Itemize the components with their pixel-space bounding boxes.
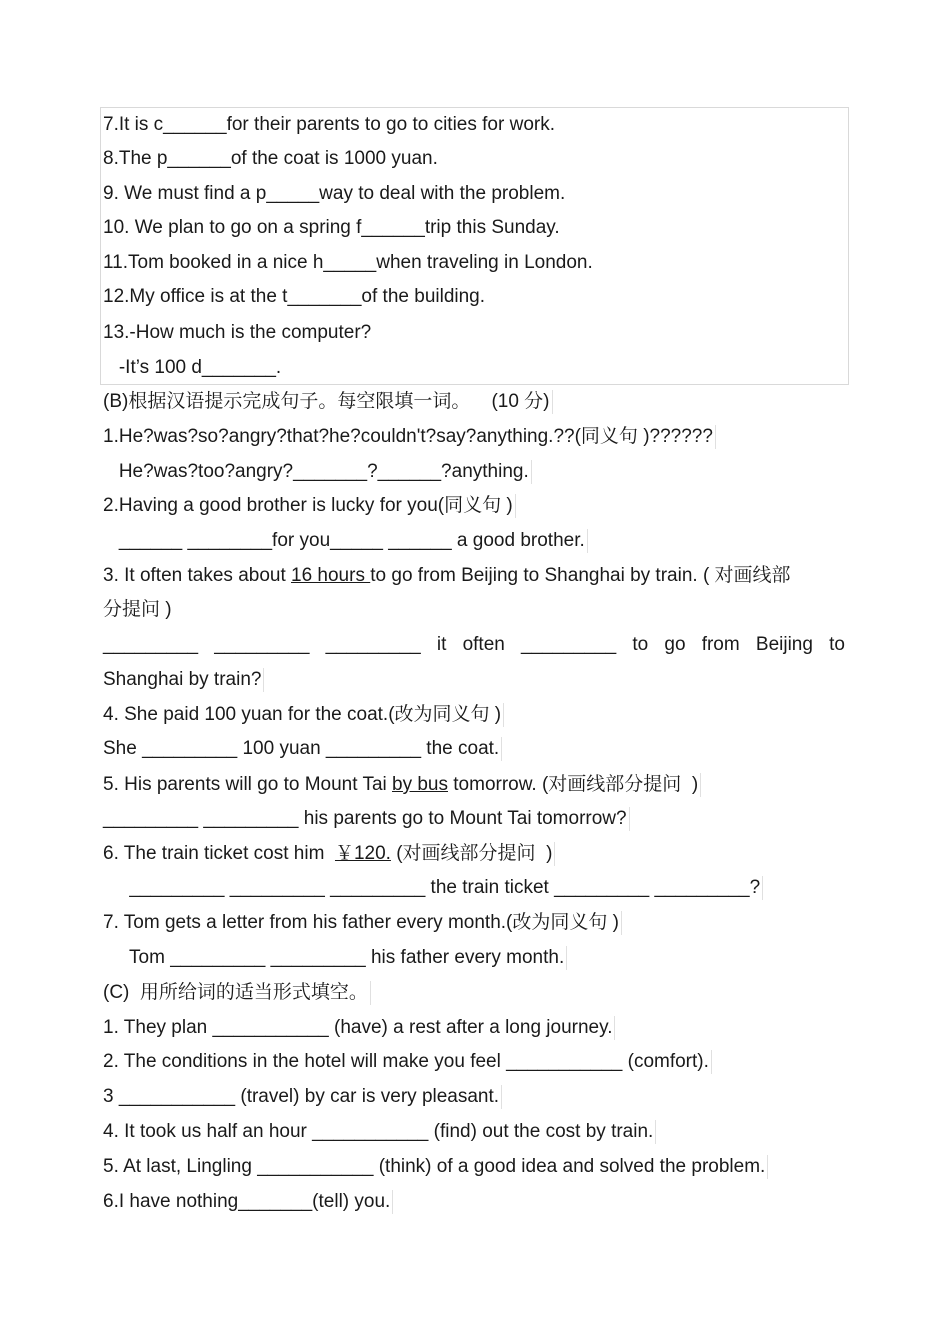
part-b-q5-after: tomorrow. (对画线部分提问 ) bbox=[448, 774, 699, 795]
part-b-q3-answer bbox=[103, 633, 845, 657]
part-b-q3-before: 3. It often takes about bbox=[103, 565, 292, 586]
part-b-q5-underlined: by bus bbox=[392, 774, 448, 795]
part-c-item-3: 3 ___________ (travel) by car is very pleasant. bbox=[103, 1085, 502, 1109]
q3-word: often bbox=[462, 634, 505, 655]
part-a-item-10: 10. We plan to go on a spring f______trip this Sunday. bbox=[103, 217, 560, 238]
part-b-q6 bbox=[103, 842, 555, 866]
part-b-q5-answer: _________ _________ his parents go to Mount Tai tomorrow? bbox=[103, 807, 630, 831]
part-b-q3 bbox=[103, 564, 791, 588]
q3-word: it bbox=[436, 634, 447, 655]
part-b-q4: 4. She paid 100 yuan for the coat.(改为同义句 ) bbox=[103, 703, 504, 727]
part-b-q3-after: to go from Beijing to Shanghai by train. ( 对画线部 bbox=[370, 565, 791, 586]
part-a-item-7: 7.It is c______for their parents to go to cities for work. bbox=[103, 114, 556, 135]
part-b-q7: 7. Tom gets a letter from his father every month.(改为同义句 ) bbox=[103, 911, 622, 935]
q3-word: _________ bbox=[103, 634, 199, 655]
q3-word: to bbox=[632, 634, 649, 655]
part-c-item-2: 2. The conditions in the hotel will make you feel ___________ (comfort). bbox=[103, 1050, 712, 1074]
part-b-q3-answer-end: Shanghai by train? bbox=[103, 668, 264, 692]
q3-word: _________ bbox=[325, 634, 421, 655]
q3-word: to bbox=[829, 634, 845, 655]
part-b-heading: (B)根据汉语提示完成句子。每空限填一词。 (10 分) bbox=[103, 390, 553, 414]
q3-word: go bbox=[664, 634, 686, 655]
part-b-q4-answer: She _________ 100 yuan _________ the coat. bbox=[103, 737, 502, 761]
part-b-q2-answer: ______ ________for you_____ ______ a good brother. bbox=[103, 529, 588, 553]
q3-word: _________ bbox=[214, 634, 310, 655]
part-a-item-13: 13.-How much is the computer? bbox=[103, 322, 372, 343]
part-b-q5-before: 5. His parents will go to Mount Tai bbox=[103, 774, 393, 795]
part-b-q6-after: (对画线部分提问 ) bbox=[390, 843, 553, 864]
part-b-q2: 2.Having a good brother is lucky for you(同义句 ) bbox=[103, 494, 516, 518]
part-b-q6-underlined: ￥120. bbox=[334, 843, 391, 864]
part-a-item-13-answer: -It’s 100 d_______. bbox=[103, 357, 282, 378]
part-a-item-11: 11.Tom booked in a nice h_____when traveling in London. bbox=[103, 252, 593, 273]
part-a-item-9: 9. We must find a p_____way to deal with the problem. bbox=[103, 183, 566, 204]
part-b-q3-underlined: 16 hours bbox=[291, 565, 371, 586]
part-a-item-12: 12.My office is at the t_______of the building. bbox=[103, 286, 486, 307]
part-b-q6-before: 6. The train ticket cost him bbox=[103, 843, 335, 864]
part-a-item-8: 8.The p______of the coat is 1000 yuan. bbox=[103, 148, 438, 169]
part-b-q3-cont: 分提问 ) bbox=[103, 599, 172, 620]
part-b-q7-answer: Tom _________ _________ his father every month. bbox=[103, 946, 567, 970]
part-c-item-6: 6.I have nothing_______(tell) you. bbox=[103, 1190, 393, 1214]
part-b-q6-answer: _________ _________ _________ the train ticket _________ _________? bbox=[103, 876, 763, 900]
q3-word: Beijing bbox=[755, 634, 813, 655]
part-b-q1: 1.He?was?so?angry?that?he?couldn't?say?anything.??(同义句 )?????? bbox=[103, 425, 716, 449]
part-c-item-1: 1. They plan ___________ (have) a rest after a long journey. bbox=[103, 1016, 615, 1040]
part-c-item-5: 5. At last, Lingling ___________ (think) of a good idea and solved the problem. bbox=[103, 1155, 768, 1179]
part-c-item-4: 4. It took us half an hour ___________ (find) out the cost by train. bbox=[103, 1120, 656, 1144]
q3-word: from bbox=[701, 634, 740, 655]
q3-word: _________ bbox=[521, 634, 617, 655]
part-b-q5 bbox=[103, 773, 701, 797]
part-b-q1-answer: He?was?too?angry?_______?______?anything. bbox=[103, 460, 532, 484]
part-c-heading: (C) 用所给词的适当形式填空。 bbox=[103, 981, 371, 1005]
